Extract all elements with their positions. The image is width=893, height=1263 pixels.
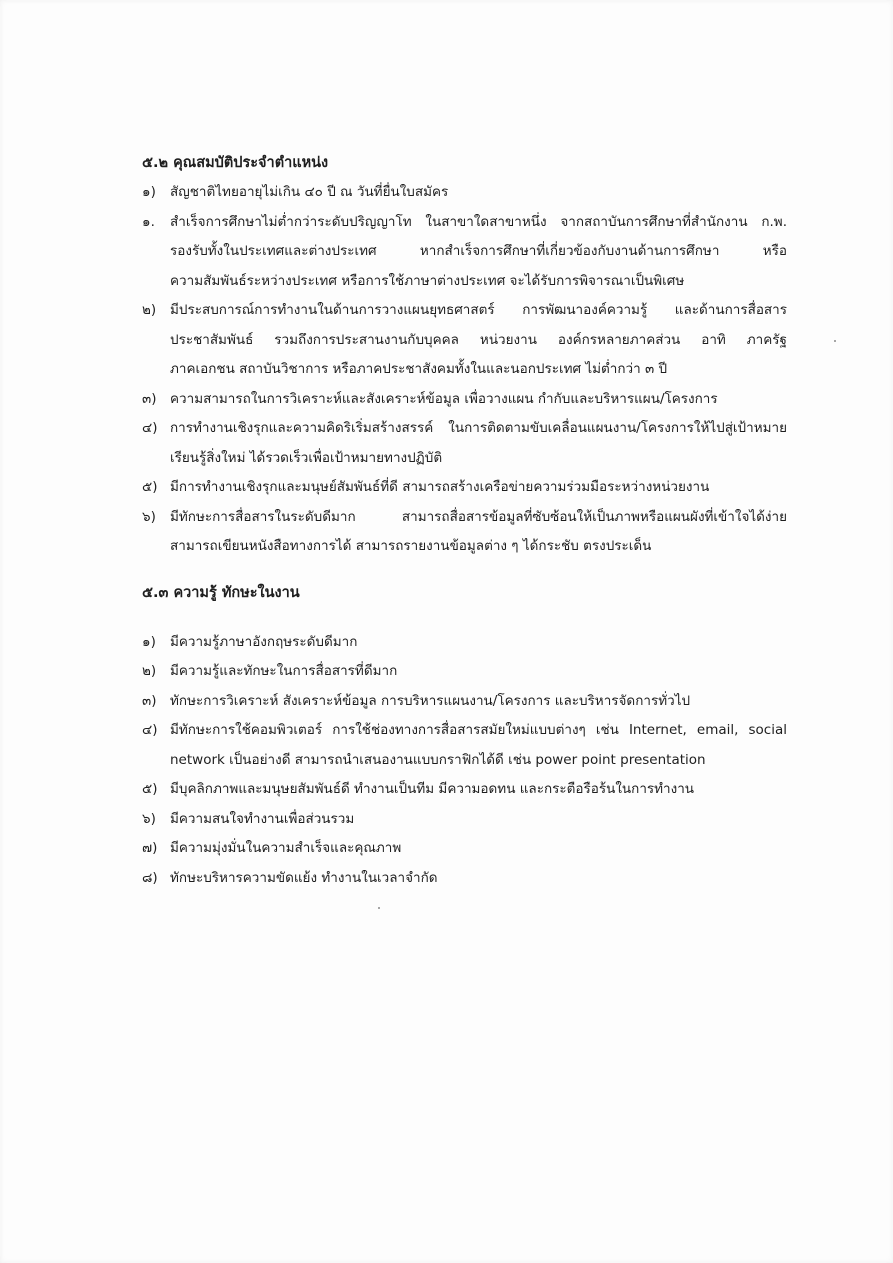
item-number: ๘)	[142, 869, 158, 886]
item-text-line: สัญชาติไทยอายุไม่เกิน ๔๐ ปี ณ วันที่ยื่นใบสมัคร	[170, 184, 449, 200]
section-heading-qualifications: ๕.๒ คุณสมบัติประจำตำแหน่ง	[142, 155, 329, 171]
item-text-line: ทักษะบริหารความขัดแย้ง ทำงานในเวลาจำกัด	[170, 869, 438, 886]
item-text-line: ความสามารถในการวิเคราะห์และสังเคราะห์ข้อมูล เพื่อวางแผน กำกับและบริหารแผน/โครงการ	[170, 390, 718, 407]
list-item	[142, 775, 787, 805]
item-text	[170, 473, 787, 503]
item-text	[170, 864, 787, 894]
qualifications-list	[142, 178, 787, 562]
item-text-line: ภาคเอกชน สถาบันวิชาการ หรือภาคประชาสังคมทั้งในและนอกประเทศ ไม่ต่ำกว่า ๓ ปี	[170, 361, 668, 377]
item-number: ๒)	[142, 663, 157, 679]
item-number: ๓)	[142, 692, 157, 709]
item-text-line: ประชาสัมพันธ์ รวมถึงการประสานงานกับบุคคล หน่วยงาน องค์กรหลายภาคส่วน อาทิ ภาครัฐ	[170, 331, 787, 348]
list-item	[142, 657, 787, 687]
document-body	[142, 148, 787, 893]
item-text-line: มีความสนใจทำงานเพื่อส่วนรวม	[170, 810, 355, 827]
item-number: ๗)	[142, 840, 158, 856]
item-number: ๔)	[142, 420, 158, 436]
item-text-line: มีการทำงานเชิงรุกและมนุษย์สัมพันธ์ที่ดี สามารถสร้างเครือข่ายความร่วมมือระหว่างหน่วยงาน	[170, 479, 710, 495]
list-item	[142, 628, 787, 658]
item-text	[170, 385, 787, 415]
section-spacer	[142, 608, 787, 628]
item-text	[170, 834, 787, 864]
item-text-line: สามารถเขียนหนังสือทางการได้ สามารถรายงานข้อมูลต่าง ๆ ได้กระชับ ตรงประเด็น	[170, 538, 652, 554]
list-item	[142, 864, 787, 894]
item-text-line: เรียนรู้สิ่งใหม่ ได้รวดเร็วเพื่อเป้าหมายทางปฏิบัติ	[170, 449, 443, 466]
item-number: ๕)	[142, 479, 158, 495]
item-text-line: มีทักษะการใช้คอมพิวเตอร์ การใช้ช่องทางการสื่อสารสมัยใหม่แบบต่างๆ เช่น Internet, email, social	[170, 722, 787, 738]
knowledge-skills-list	[142, 628, 787, 894]
item-text-line: มีทักษะการสื่อสารในระดับดีมาก สามารถสื่อสารข้อมูลที่ซับซ้อนให้เป็นภาพหรือแผนผังที่เข้าใจได้ง่าย	[170, 508, 787, 525]
list-item	[142, 473, 787, 503]
item-text	[170, 716, 787, 775]
item-text-line: สำเร็จการศึกษาไม่ต่ำกว่าระดับปริญญาโท ในสาขาใดสาขาหนึ่ง จากสถาบันการศึกษาที่สำนักงาน ก.พ.	[170, 213, 787, 230]
item-number: ๑.	[142, 213, 155, 230]
item-number: ๓)	[142, 390, 157, 407]
item-number: ๔)	[142, 722, 158, 738]
item-text-line: มีความรู้ภาษาอังกฤษระดับดีมาก	[170, 633, 358, 650]
item-text-line: มีความมุ่งมั่นในความสำเร็จและคุณภาพ	[170, 840, 402, 856]
section-spacer	[142, 562, 787, 578]
list-item	[142, 805, 787, 835]
item-number: ๖)	[142, 508, 156, 525]
item-text-line: network เป็นอย่างดี สามารถนำเสนองานแบบกราฟิกได้ดี เช่น power point presentation	[170, 751, 706, 768]
item-text-line: ความสัมพันธ์ระหว่างประเทศ หรือการใช้ภาษาต่างประเทศ จะได้รับการพิจารณาเป็นพิเศษ	[170, 272, 685, 289]
item-text	[170, 805, 787, 835]
item-number: ๖)	[142, 810, 156, 827]
item-text-line: การทำงานเชิงรุกและความคิดริเริ่มสร้างสรรค์ ในการติดตามขับเคลื่อนแผนงาน/โครงการให้ไปสู่เป้าหมาย	[170, 420, 787, 436]
item-text	[170, 628, 787, 658]
item-number: ๒)	[142, 302, 157, 318]
item-text-line: มีประสบการณ์การทำงานในด้านการวางแผนยุทธศาสตร์ การพัฒนาองค์ความรู้ และด้านการสื่อสาร	[170, 302, 787, 318]
list-item	[142, 503, 787, 562]
list-item	[142, 834, 787, 864]
item-number: ๑)	[142, 633, 156, 650]
item-text-line: มีความรู้และทักษะในการสื่อสารที่ดีมาก	[170, 663, 398, 679]
item-text	[170, 775, 787, 805]
scan-speck	[378, 907, 380, 909]
list-item	[142, 178, 787, 208]
item-text	[170, 657, 787, 687]
item-text-line: มีบุคลิกภาพและมนุษยสัมพันธ์ดี ทำงานเป็นทีม มีความอดทน และกระตือรือร้นในการทำงาน	[170, 781, 695, 797]
item-text	[170, 687, 787, 717]
list-item	[142, 296, 787, 385]
item-text-line: รองรับทั้งในประเทศและต่างประเทศ หากสำเร็จการศึกษาที่เกี่ยวข้องกับงานด้านการศึกษา หรือ	[170, 243, 787, 259]
item-text	[170, 178, 787, 208]
section-heading-knowledge-skills: ๕.๓ ความรู้ ทักษะในงาน	[142, 584, 300, 601]
item-text	[170, 296, 787, 385]
list-item	[142, 687, 787, 717]
scan-speck	[834, 340, 836, 342]
item-text	[170, 503, 787, 562]
item-number: ๑)	[142, 184, 156, 200]
item-text	[170, 208, 787, 297]
list-item	[142, 208, 787, 297]
list-item	[142, 414, 787, 473]
list-item	[142, 716, 787, 775]
item-number: ๕)	[142, 781, 158, 797]
item-text	[170, 414, 787, 473]
list-item	[142, 385, 787, 415]
item-text-line: ทักษะการวิเคราะห์ สังเคราะห์ข้อมูล การบริหารแผนงาน/โครงการ และบริหารจัดการทั่วไป	[170, 692, 691, 709]
